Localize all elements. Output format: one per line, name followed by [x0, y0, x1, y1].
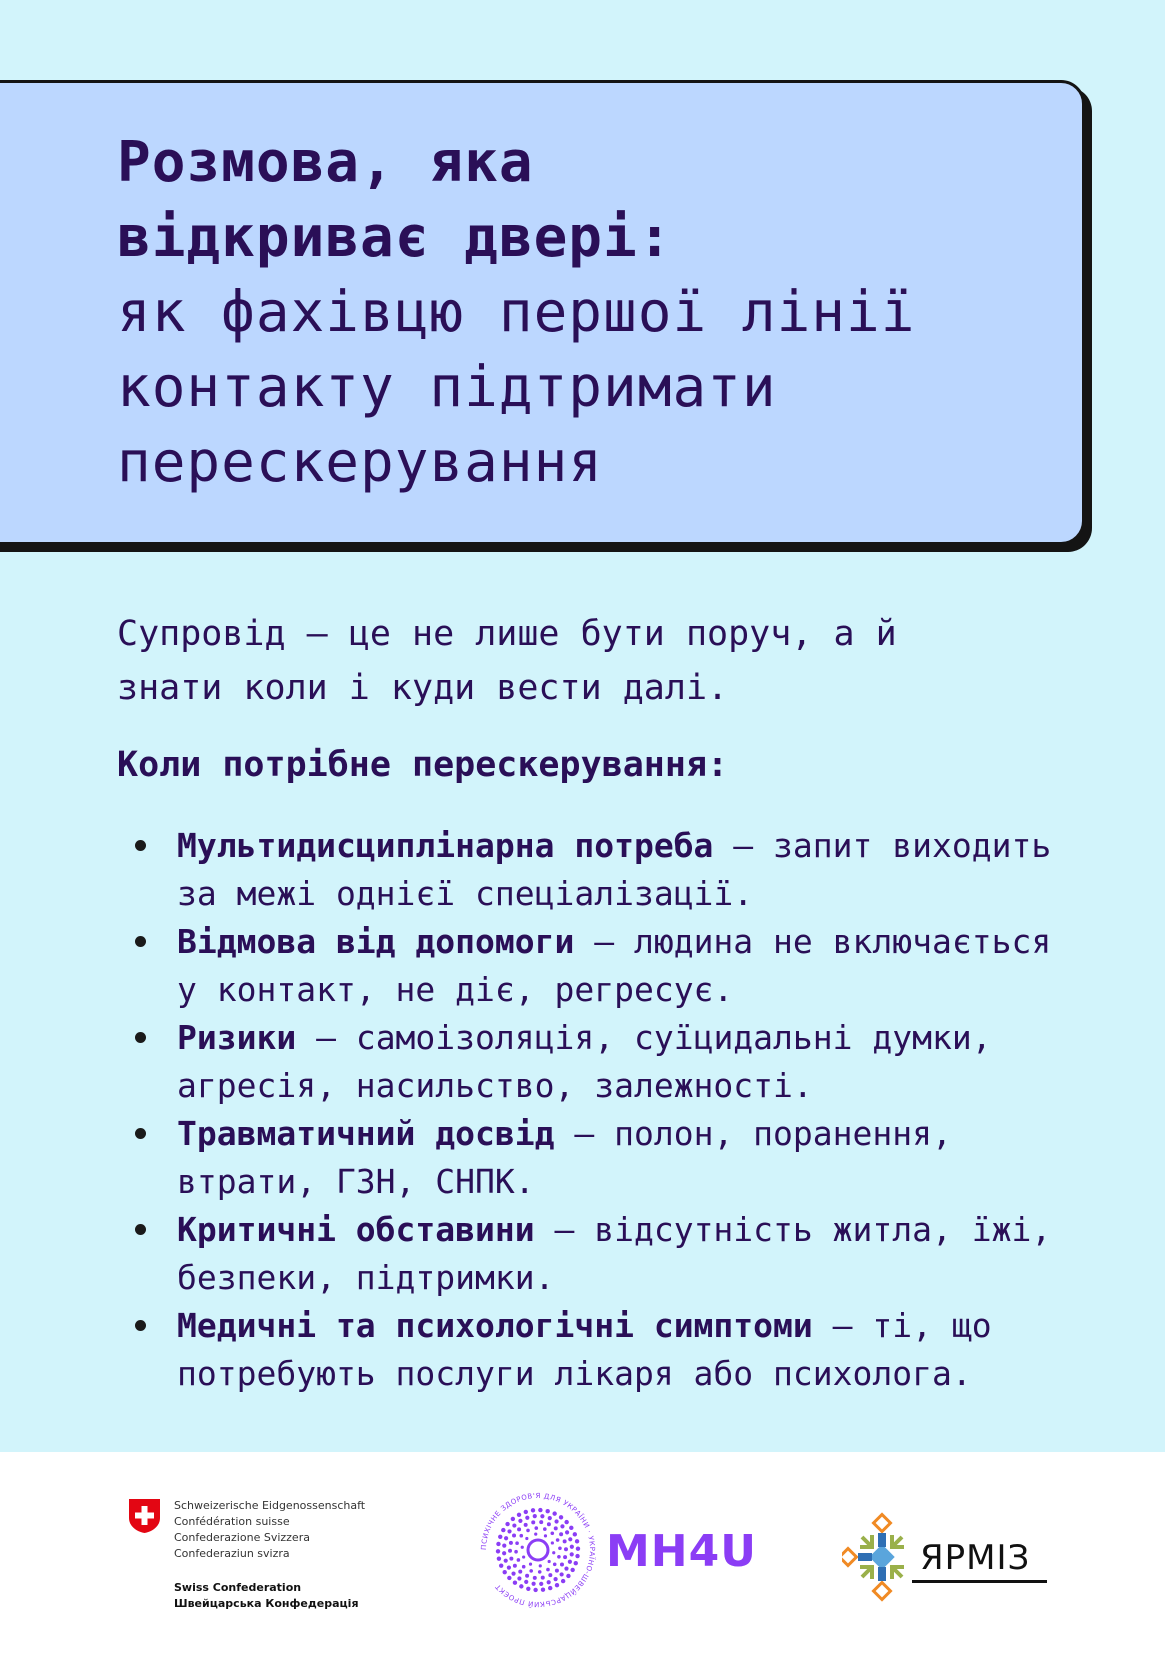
emblem-dot: [524, 1580, 528, 1584]
item-desc: — відсутність житла, їжі, безпеки, підтримки.: [177, 1210, 1052, 1297]
emblem-dot: [551, 1541, 554, 1544]
emblem-dot: [501, 1528, 505, 1532]
emblem-dot: [512, 1523, 516, 1527]
bullet-icon: [135, 936, 146, 947]
emblem-dot: [570, 1552, 574, 1556]
item-desc: — людина не включається у контакт, не діє, регресує.: [177, 922, 1052, 1009]
swiss-names: Schweizerische Eidgenossenschaft Confédération suisse Confederazione Svizzera Confederaziun svizra: [174, 1499, 366, 1560]
emblem-dot: [502, 1544, 506, 1548]
emblem-dot: [533, 1576, 537, 1580]
emblem-dot: [563, 1555, 567, 1559]
emblem-dot: [533, 1514, 537, 1518]
swiss-confederation-logo: [128, 1498, 388, 1618]
item-term: Медичні та психологічні симптоми: [177, 1306, 813, 1345]
emblem-dot: [496, 1542, 500, 1546]
emblem-dot: [573, 1532, 577, 1536]
emblem-dot: [569, 1526, 573, 1530]
emblem-dot: [496, 1549, 500, 1553]
list-item: [135, 1110, 1055, 1206]
emblem-dot: [570, 1568, 574, 1572]
referral-reasons-list: [135, 822, 1055, 1398]
emblem-dot: [538, 1570, 542, 1574]
yarmiz-label: ЯРМІЗ: [920, 1538, 1031, 1578]
emblem-dot: [566, 1574, 570, 1578]
item-term: Ризики: [177, 1018, 297, 1057]
emblem-dot: [554, 1577, 558, 1581]
emblem-dot: [561, 1579, 565, 1583]
item-term: Відмова від допомоги: [177, 922, 575, 961]
emblem-dot: [525, 1516, 529, 1520]
emblem-dot: [497, 1556, 501, 1560]
emblem-dot: [534, 1526, 538, 1530]
item-desc: — самоізоляція, суїцидальні думки, агресія, насильство, залежності.: [177, 1018, 992, 1105]
emblem-dot: [509, 1557, 513, 1561]
emblem-dot: [547, 1522, 551, 1526]
swiss-shield-icon: [128, 1498, 161, 1534]
bullet-icon: [135, 840, 146, 851]
emblem-dot: [544, 1534, 547, 1537]
emblem-dot: [512, 1534, 516, 1538]
emblem-dot: [552, 1551, 555, 1554]
emblem-dot: [556, 1538, 560, 1542]
emblem-dot: [519, 1534, 523, 1538]
bullet-icon: [135, 1032, 146, 1043]
emblem-dot: [505, 1522, 509, 1526]
emblem-dot: [554, 1526, 558, 1530]
emblem-dot: [529, 1569, 533, 1573]
emblem-dot: [559, 1515, 563, 1519]
emblem-dot: [568, 1560, 572, 1564]
emblem-dot: [526, 1529, 530, 1533]
emblem-dot: [546, 1568, 550, 1572]
emblem-dot: [502, 1551, 506, 1555]
emblem-dot: [540, 1514, 544, 1518]
intro-text: Супровід — це не лише бути поруч, а й знати коли і куди вести далі.: [117, 614, 897, 708]
emblem-dot: [553, 1563, 557, 1567]
emblem-dot: [576, 1546, 580, 1550]
mh4u-logo: [478, 1490, 757, 1620]
list-item: [135, 1206, 1055, 1302]
emblem-dot: [531, 1508, 535, 1512]
emblem-dot: [522, 1555, 525, 1558]
title-bold: Розмова, яка відкриває двері:: [117, 130, 673, 270]
mh4u-dot-circle-icon: [478, 1490, 598, 1610]
yarmiz-underline: [912, 1580, 1047, 1583]
emblem-dot: [575, 1554, 579, 1558]
emblem-dot: [507, 1566, 511, 1570]
emblem-dot: [524, 1510, 528, 1514]
emblem-dot: [513, 1580, 517, 1584]
emblem-dot: [498, 1535, 502, 1539]
emblem-dot: [558, 1546, 562, 1550]
emblem-dot: [518, 1570, 522, 1574]
emblem-dot: [574, 1561, 578, 1565]
emblem-dot: [563, 1539, 567, 1543]
emblem-dot: [554, 1519, 558, 1523]
item-term: Мультидисциплінарна потреба: [177, 826, 714, 865]
section-heading: Коли потрібне перескерування:: [117, 745, 729, 785]
emblem-dot: [524, 1523, 528, 1527]
emblem-dot: [543, 1527, 547, 1531]
emblem-dot: [503, 1570, 507, 1574]
swiss-names-bottom: Swiss Confederation Швейцарська Конфедерація: [174, 1581, 359, 1610]
emblem-dot: [531, 1520, 535, 1524]
emblem-dot: [534, 1533, 537, 1536]
emblem-dot: [560, 1524, 564, 1528]
emblem-dot: [507, 1529, 511, 1533]
emblem-dot: [519, 1584, 523, 1588]
emblem-dot: [564, 1520, 568, 1524]
mh4u-ring-text: ПСИХІЧНЕ ЗДОРОВ'Я ДЛЯ УКРАЇНИ · УКРАЇНО-ШВЕЙЦАРСЬКИЙ ПРОЄКТ: [479, 1491, 597, 1609]
mh4u-label: MH4U: [606, 1526, 757, 1577]
emblem-dot: [541, 1587, 545, 1591]
emblem-dot: [511, 1517, 515, 1521]
title-subtitle: як фахівцю першої лінії контакту підтримати перескерування: [117, 280, 916, 495]
emblem-dot: [548, 1573, 552, 1577]
emblem-dot: [515, 1541, 519, 1545]
emblem-dot: [548, 1560, 551, 1563]
emblem-dot: [533, 1588, 537, 1592]
list-item: [135, 822, 1055, 918]
bullet-icon: [135, 1320, 146, 1331]
emblem-dot: [517, 1513, 521, 1517]
emblem-dot: [539, 1564, 542, 1567]
emblem-dot: [514, 1550, 518, 1554]
emblem-dot: [518, 1519, 522, 1523]
emblem-dot: [575, 1539, 579, 1543]
item-desc: — запит виходить за межі однієї спеціалізації.: [177, 826, 1052, 913]
emblem-dot: [559, 1532, 563, 1536]
item-desc: — ті, що потребують послуги лікаря або психолога.: [177, 1306, 992, 1393]
emblem-dot: [545, 1509, 549, 1513]
yarmiz-logo: [842, 1492, 1062, 1622]
page-title: [117, 125, 1017, 500]
emblem-dot: [517, 1576, 521, 1580]
emblem-dot: [568, 1537, 572, 1541]
emblem-dot: [508, 1549, 512, 1553]
yarmiz-ornament-icon: [842, 1492, 922, 1622]
bullet-icon: [135, 1128, 146, 1139]
emblem-dot: [513, 1564, 517, 1568]
item-term: Критичні обставини: [177, 1210, 535, 1249]
emblem-dot: [548, 1516, 552, 1520]
emblem-dot: [547, 1580, 551, 1584]
emblem-dot: [517, 1527, 521, 1531]
emblem-dot: [504, 1536, 508, 1540]
emblem-dot: [517, 1558, 521, 1562]
emblem-dot: [555, 1569, 559, 1573]
emblem-dot: [560, 1572, 564, 1576]
emblem-dot: [539, 1520, 543, 1524]
emblem-dot: [552, 1511, 556, 1515]
emblem-dot: [551, 1531, 555, 1535]
emblem-dot: [570, 1545, 574, 1549]
emblem-dot: [507, 1576, 511, 1580]
emblem-dot: [557, 1555, 561, 1559]
emblem-dot: [564, 1547, 568, 1551]
emblem-dot: [511, 1572, 515, 1576]
emblem-dot: [548, 1586, 552, 1590]
item-desc: — полон, поранення, втрати, ГЗН, СНПК.: [177, 1114, 952, 1201]
emblem-dot: [564, 1566, 568, 1570]
emblem-dot: [538, 1508, 542, 1512]
emblem-dot: [560, 1562, 564, 1566]
emblem-dot: [565, 1530, 569, 1534]
bullet-icon: [135, 1224, 146, 1235]
list-item: [135, 1014, 1055, 1110]
emblem-dot: [504, 1559, 508, 1563]
footer-logos: [0, 1452, 1165, 1655]
list-item: [135, 918, 1055, 1014]
emblem-dot: [499, 1563, 503, 1567]
item-term: Травматичний досвід: [177, 1114, 555, 1153]
emblem-dot: [555, 1583, 559, 1587]
emblem-dot: [525, 1574, 529, 1578]
emblem-dot: [532, 1582, 536, 1586]
emblem-dot: [526, 1587, 530, 1591]
emblem-dot: [529, 1563, 532, 1566]
emblem-dot: [525, 1537, 528, 1540]
emblem-dot: [541, 1576, 545, 1580]
emblem-dot: [509, 1541, 513, 1545]
emblem-dot: [521, 1546, 524, 1549]
list-item: [135, 1302, 1055, 1398]
emblem-dot: [539, 1582, 543, 1586]
emblem-dot: [522, 1565, 526, 1569]
